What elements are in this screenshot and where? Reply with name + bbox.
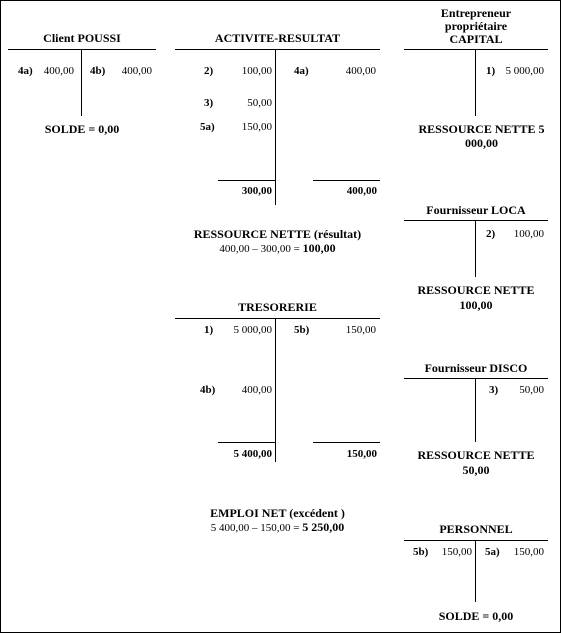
entry-ref: 1) [204,324,214,336]
t-account-center-line [81,50,82,116]
entry-ref: 4a) [294,65,309,77]
credit-total: 400,00 [346,185,377,197]
t-account-top-line [404,220,548,221]
title-line: propriétaire [444,19,508,33]
account-title-client-poussi: Client POUSSI [43,31,121,45]
account-title-fournisseur-loca: Fournisseur LOCA [426,203,526,217]
result-value: 5 250,00 [302,520,345,534]
t-account-top-line [175,49,380,50]
t-account-center-line [475,221,476,277]
entry-ref: 5b) [413,546,429,558]
debit-total-line [218,180,275,181]
entry-amount: 150,00 [513,546,544,558]
account-title-tresorerie: TRESORERIE [238,300,317,314]
account-balance: SOLDE = 0,00 [44,122,120,136]
entry-ref: 3) [204,97,214,109]
entry-amount: 150,00 [241,121,272,133]
entry-ref: 2) [204,65,214,77]
entry-ref: 1) [486,65,496,77]
entry-amount: 150,00 [345,324,376,336]
account-title-fournisseur-disco: Fournisseur DISCO [424,361,528,375]
t-account-top-line [404,378,548,379]
credit-total-line [313,180,380,181]
account-title-personnel: PERSONNEL [439,522,513,536]
entry-ref: 5a) [485,546,500,558]
account-result-label: 50,00 [462,463,490,477]
t-account-top-line [175,318,380,319]
entry-amount: 400,00 [43,65,74,77]
debit-total: 300,00 [241,185,272,197]
t-account-top-line [404,49,548,50]
entry-amount: 5 000,00 [233,324,272,336]
account-result-label: RESSOURCE NETTE [417,448,535,462]
t-account-top-line [8,49,156,50]
entry-ref: 2) [486,228,496,240]
account-result-label: RESSOURCE NETTE (résultat) [193,227,362,241]
result-calc-text: 5 400,00 – 150,00 = [210,522,303,534]
account-title-capital [404,7,548,46]
t-account-top-line [404,540,548,541]
t-account-center-line [275,50,276,205]
entry-ref: 5b) [294,324,310,336]
account-result-label: 000,00 [465,136,498,150]
account-result-label: 100,00 [459,298,493,312]
t-account-center-line [475,50,476,116]
title-line: CAPITAL [449,32,503,46]
t-account-center-line [475,541,476,602]
entry-amount: 50,00 [519,384,544,396]
entry-amount: 400,00 [241,384,272,396]
entry-ref: 4a) [18,65,33,77]
credit-total: 150,00 [346,448,377,460]
entry-ref: 3) [489,384,499,396]
account-result-calculation [160,242,395,256]
debit-total: 5 400,00 [233,448,272,460]
entry-amount: 400,00 [345,65,376,77]
credit-total-line [313,442,380,443]
entry-ref: 4b) [90,65,106,77]
account-result-label: RESSOURCE NETTE [417,283,535,297]
t-account-center-line [475,379,476,442]
entry-amount: 100,00 [241,65,272,77]
title-line: Entrepreneur [440,6,512,20]
entry-ref: 4b) [200,384,216,396]
result-value: 100,00 [302,241,336,255]
result-calc-text: 400,00 – 300,00 = [219,243,303,255]
account-title-activite-resultat: ACTIVITE-RESULTAT [214,31,341,45]
account-result-label: RESSOURCE NETTE 5 [418,122,545,136]
entry-amount: 400,00 [121,65,152,77]
entry-amount: 50,00 [247,97,272,109]
entry-ref: 5a) [200,121,215,133]
entry-amount: 100,00 [513,228,544,240]
debit-total-line [218,442,275,443]
account-result-label: EMPLOI NET (excédent ) [210,506,345,520]
account-balance: SOLDE = 0,00 [438,609,514,623]
entry-amount: 5 000,00 [505,65,544,77]
entry-amount: 150,00 [441,546,472,558]
account-result-calculation [160,521,395,535]
t-account-center-line [275,319,276,462]
